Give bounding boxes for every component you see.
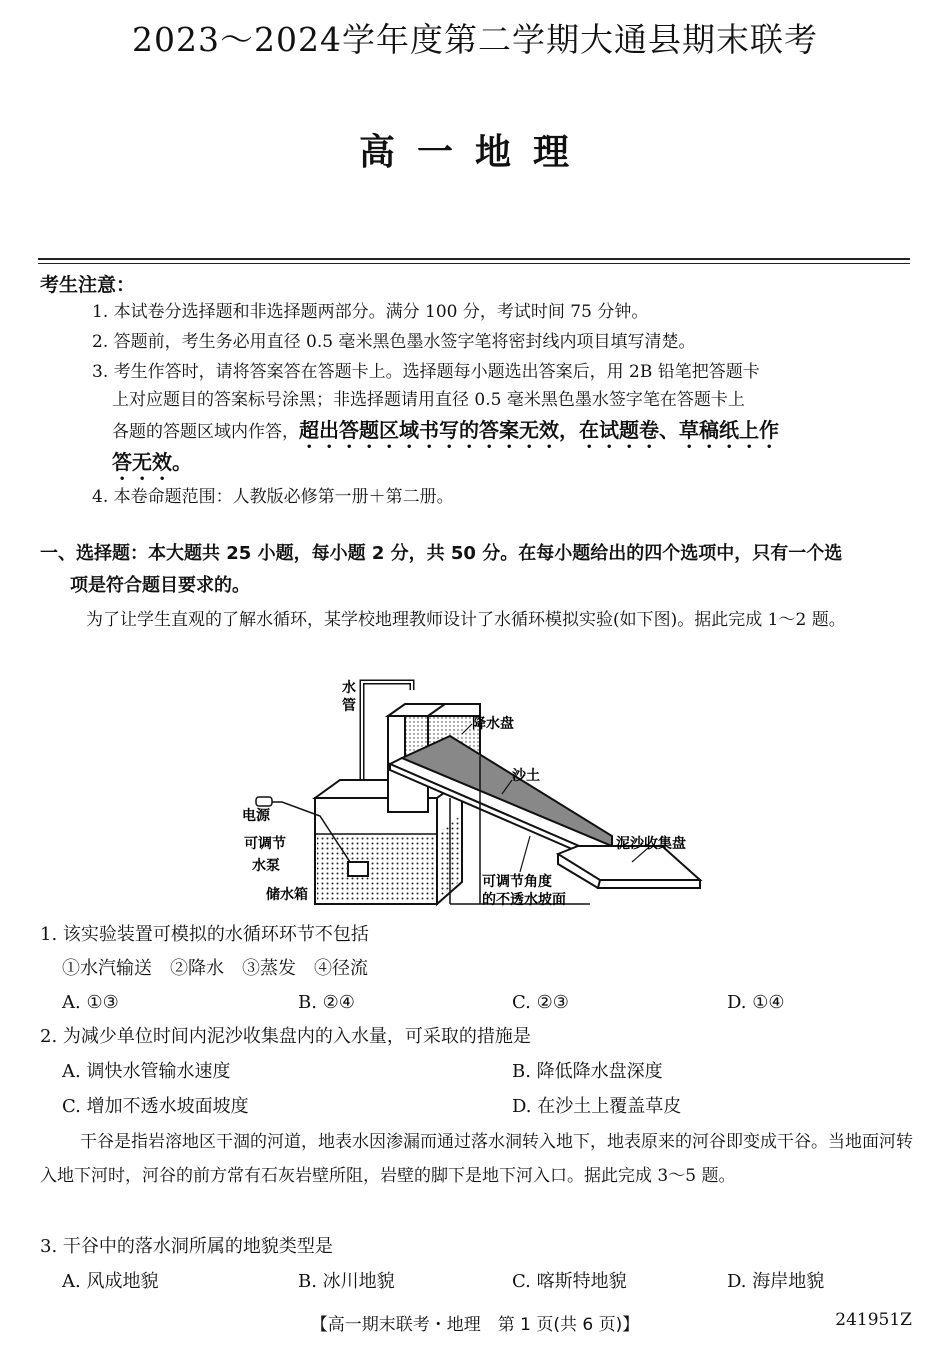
question-3-option-d: D. 海岸地貌 <box>727 1271 825 1292</box>
sediment-collector-tray <box>558 846 700 888</box>
question-1-option-d: D. ①④ <box>727 992 785 1013</box>
power-plug <box>256 797 272 806</box>
label-pump-1: 可调节 <box>244 836 286 852</box>
exam-title: 2023～2024学年度第二学期大通县期末联考 <box>132 20 818 59</box>
question-3-option-b: B. 冰川地貌 <box>298 1271 395 1292</box>
label-sand: 沙土 <box>512 768 540 784</box>
note-3-line3 <box>112 414 912 453</box>
label-slope-1: 可调节角度 <box>482 874 552 890</box>
note-3-line2: 上对应题目的答案标号涂黑；非选择题请用直径 0.5 毫米黑色墨水签字笔在答题卡上 <box>112 390 745 410</box>
note-3-emphasis-end: 答无效。 <box>112 450 192 474</box>
label-pipe: 水 <box>342 680 356 696</box>
subject-title: 高一地理 <box>358 132 591 173</box>
notes-heading: 考生注意： <box>40 274 136 296</box>
note-3-line4 <box>112 446 192 485</box>
section-heading-line1: 一、选择题：本大题共 25 小题，每小题 2 分，共 50 分。在每小题给出的四个选项中，只有一个选 <box>40 543 843 564</box>
intro-q1-2: 为了让学生直观的了解水循环，某学校地理教师设计了水循环模拟实验(如下图)。据此完成 1～2 题。 <box>86 610 846 630</box>
question-2-option-c: C. 增加不透水坡面坡度 <box>62 1096 249 1117</box>
label-pump-2: 水泵 <box>252 858 280 874</box>
header-rule-thin <box>38 263 910 264</box>
section-heading <box>40 538 915 602</box>
question-3-option-a: A. 风成地貌 <box>62 1271 159 1292</box>
question-2-option-d: D. 在沙土上覆盖草皮 <box>512 1096 682 1117</box>
header-rule <box>38 258 910 260</box>
question-1-option-b: B. ②④ <box>298 992 355 1013</box>
label-pipe-2: 管 <box>342 698 356 714</box>
section-heading-line2: 项是符合题目要求的。 <box>70 575 250 596</box>
question-2-stem: 2. 为减少单位时间内泥沙收集盘内的入水量，可采取的措施是 <box>40 1026 531 1047</box>
question-3-option-c: C. 喀斯特地貌 <box>512 1271 627 1292</box>
note-4: 4. 本卷命题范围：人教版必修第一册＋第二册。 <box>92 487 454 507</box>
note-3-line1: 3. 考生作答时，请将答案答在答题卡上。选择题每小题选出答案后，用 2B 铅笔把答题卡 <box>92 362 760 382</box>
note-3-emphasis: 超出答题区域书写的答案无效，在试题卷、草稿纸上作 <box>299 418 779 442</box>
intro-q3-5: 干谷是指岩溶地区干涸的河道，地表水因渗漏而通过落水洞转入地下，地表原来的河谷即变成干谷。当地面河转入地下河时，河谷的前方常有石灰岩壁所阻，岩壁的脚下是地下河入口。据此完成 3～5 题。 <box>40 1132 913 1186</box>
note-3-plain: 各题的答题区域内作答， <box>112 422 299 442</box>
question-2-option-a: A. 调快水管输水速度 <box>62 1061 231 1082</box>
question-2-option-b: B. 降低降水盘深度 <box>512 1061 663 1082</box>
label-collector: 泥沙收集盘 <box>616 836 686 852</box>
note-1: 1. 本试卷分选择题和非选择题两部分。满分 100 分，考试时间 75 分钟。 <box>92 302 649 322</box>
pump <box>348 862 368 876</box>
label-slope-2: 的不透水坡面 <box>482 892 566 908</box>
question-1-option-c: C. ②③ <box>512 992 569 1013</box>
question-3-stem: 3. 干谷中的落水洞所属的地貌类型是 <box>40 1236 333 1257</box>
exam-code: 241951Z <box>835 1310 912 1330</box>
question-1-items: ①水汽输送 ②降水 ③蒸发 ④径流 <box>62 958 368 979</box>
label-rain-tray: 降水盘 <box>472 716 514 732</box>
page-footer: 【高一期末联考・地理 第 1 页(共 6 页)】 <box>310 1315 640 1335</box>
question-1-option-a: A. ①③ <box>62 992 119 1013</box>
label-tank: 储水箱 <box>266 887 308 903</box>
water-cycle-experiment-figure <box>240 676 710 912</box>
question-1-stem: 1. 该实验装置可模拟的水循环环节不包括 <box>40 924 369 945</box>
label-power: 电源 <box>242 808 270 824</box>
note-2: 2. 答题前，考生务必用直径 0.5 毫米黑色墨水签字笔将密封线内项目填写清楚。 <box>92 332 696 352</box>
